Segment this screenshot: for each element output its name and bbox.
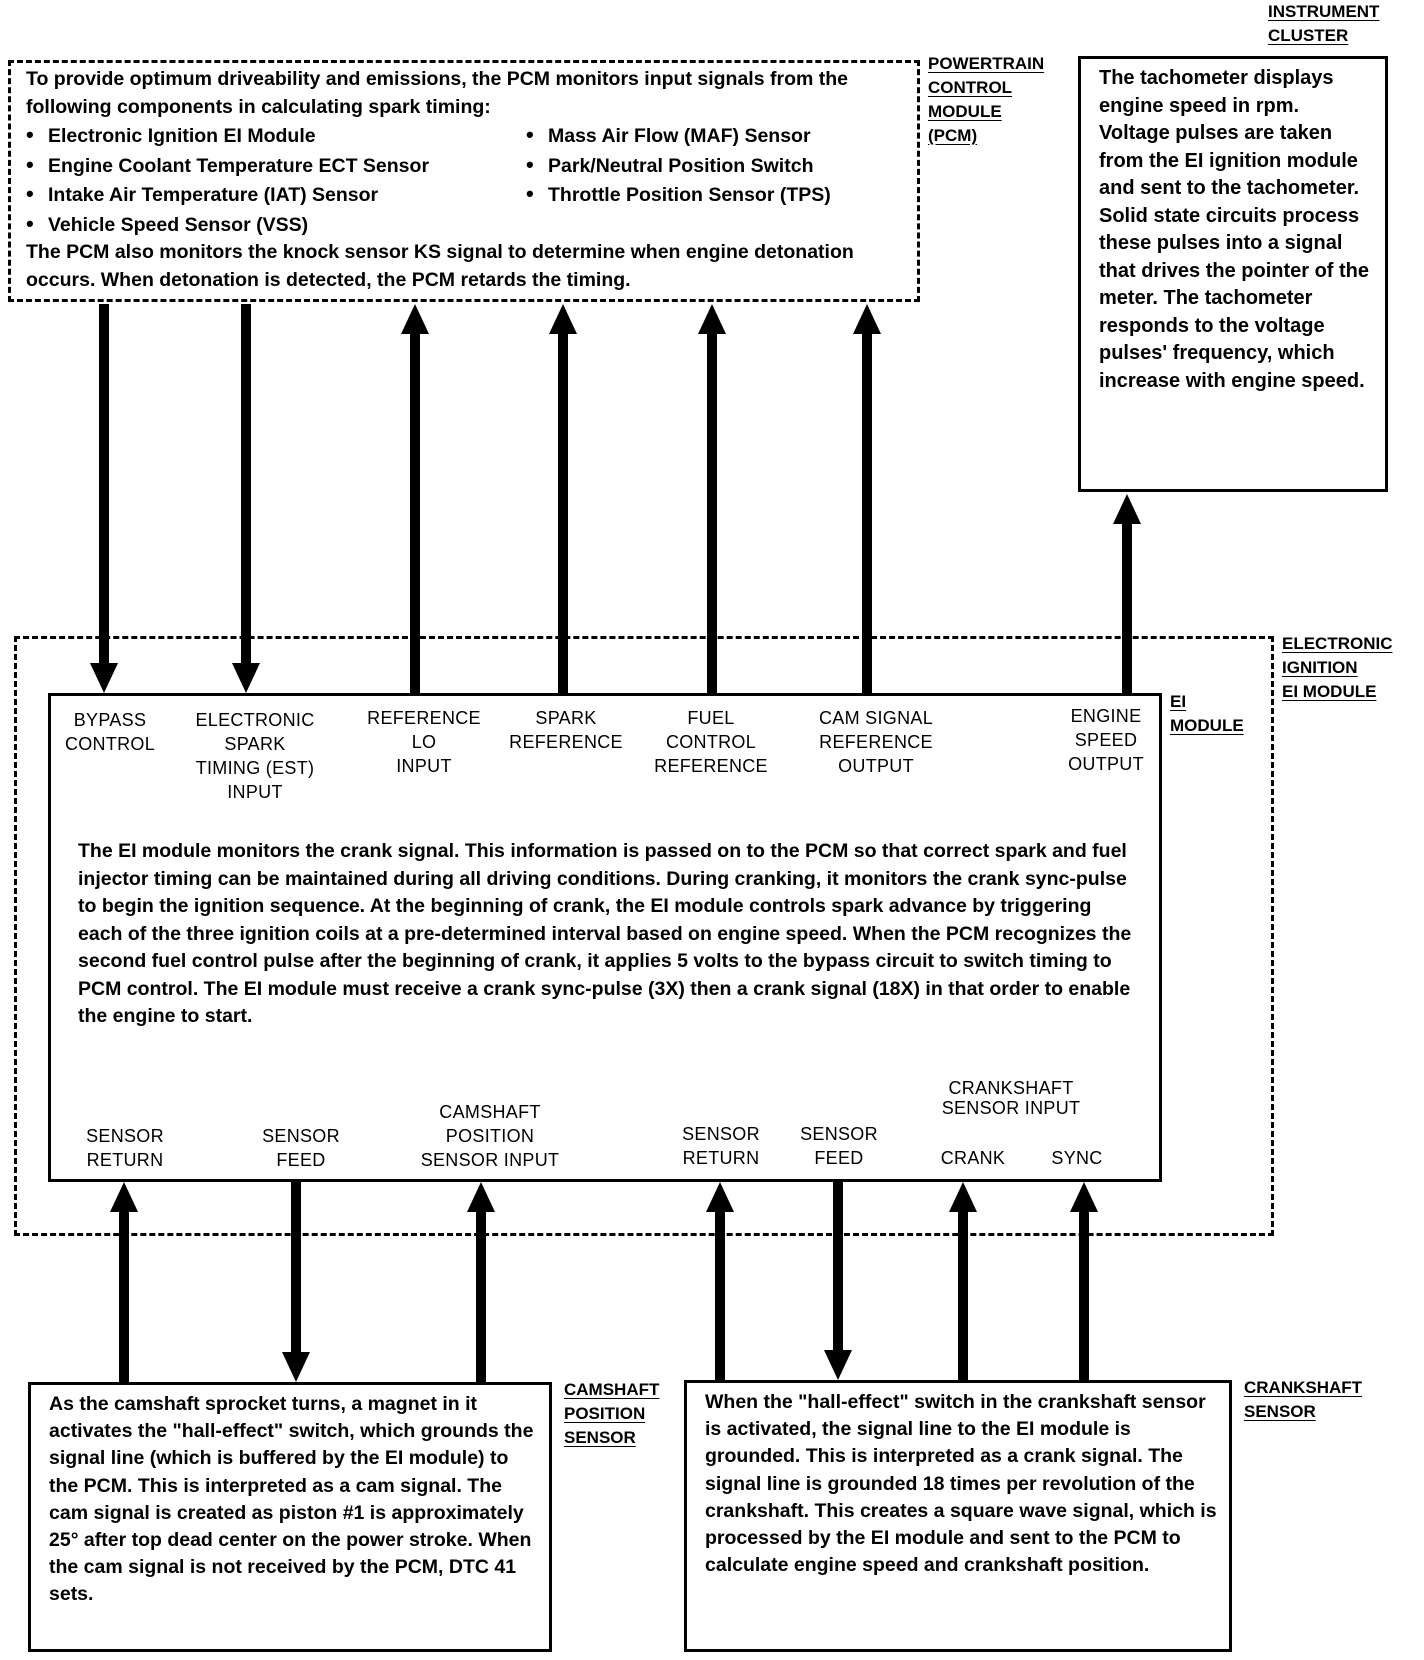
pcm-input: • Intake Air Temperature (IAT) Sensor [26, 180, 526, 210]
pcm-input: • Throttle Position Sensor (TPS) [526, 180, 886, 210]
camshaft-sensor-label: CAMSHAFT POSITION SENSOR [564, 1380, 660, 1447]
pcm-input: • Vehicle Speed Sensor (VSS) [26, 210, 526, 240]
pin-camshaft-position-sensor-input: CAMSHAFT POSITION SENSOR INPUT [420, 1102, 560, 1170]
camshaft-sensor-box [28, 1382, 552, 1652]
arrow-shaft-bypass-control [99, 304, 109, 665]
pin-fuel-control-reference: FUEL CONTROL REFERENCE [654, 708, 768, 776]
pin-spark-reference: SPARK REFERENCE [509, 708, 623, 752]
cluster-text: The tachometer displays engine speed in rpm. Voltage pulses are taken from the EI ignition module and sent to the tachometer. Solid state circuits process these pulses into a signal that drives the pointer of the meter. The tachometer responds to the voltage pulses' frequency, which increase with engine speed. [1099, 67, 1370, 392]
pcm-label: POWERTRAIN CONTROL MODULE (PCM) [928, 54, 1045, 145]
pcm-input: • Park/Neutral Position Switch [526, 151, 886, 181]
pin-crank-sensor-feed: SENSOR FEED [800, 1124, 878, 1168]
ignition-label: ELECTRONIC IGNITION EI MODULE [1282, 634, 1393, 701]
cluster-label: INSTRUMENT CLUSTER [1268, 2, 1380, 45]
pin-cam-sensor-return: SENSOR RETURN [86, 1126, 164, 1170]
arrow-head-engine-speed [1113, 494, 1141, 524]
camshaft-sensor-text: As the camshaft sprocket turns, a magnet in it activates the "hall-effect" switch, which grounds the signal line (which is buffered by the EI module) to the PCM. This is interpreted as a cam signal. The cam signal is created as piston #1 is approximately 25° after top dead center on the power stroke. When the cam signal is not received by the PCM, DTC 41 sets. [49, 1393, 534, 1606]
arrow-head-fuel-control-reference [698, 304, 726, 334]
crankshaft-sensor-box [684, 1380, 1232, 1652]
pin-cam-signal-reference-output: CAM SIGNAL REFERENCE OUTPUT [818, 708, 934, 776]
cluster-box [1078, 56, 1388, 492]
ei-module-label: EI MODULE [1170, 692, 1244, 735]
pin-sync: SYNC [1051, 1148, 1103, 1168]
pin-bypass-control: BYPASS CONTROL [64, 710, 156, 754]
pin-cam-sensor-feed: SENSOR FEED [262, 1126, 340, 1170]
pcm-knock-text: The PCM also monitors the knock sensor KS signal to determine when engine detonation occurs. When detonation is detected, the PCM retards the timing. [26, 241, 854, 291]
arrow-head-spark-reference [549, 304, 577, 334]
pin-engine-speed-output: ENGINE SPEED OUTPUT [1068, 706, 1144, 774]
pcm-input: • Electronic Ignition EI Module [26, 121, 526, 151]
crankshaft-sensor-label: CRANKSHAFT SENSOR [1244, 1378, 1363, 1421]
pin-crank: CRANK [940, 1148, 1006, 1168]
arrow-head-cam-sensor-feed [282, 1352, 310, 1382]
pcm-input: • Engine Coolant Temperature ECT Sensor [26, 151, 526, 181]
pcm-input: • Mass Air Flow (MAF) Sensor [526, 121, 886, 151]
ei-module-text: The EI module monitors the crank signal. This information is passed on to the PCM so that correct spark and fuel injector timing can be maintained during all driving conditions. During cranking, it monitors the crank sync-pulse to begin the ignition sequence. At the beginning of crank, the EI module controls spark advance by triggering each of the three ignition coils at a pre-determined interval based on engine speed. When the PCM recognizes the second fuel control pulse after the beginning of crank, it applies 5 volts to the bypass circuit to switch timing to PCM control. The EI module must receive a crank sync-pulse (3X) then a crank signal (18X) in that order to enable the engine to start. [78, 840, 1132, 1027]
arrow-head-cam-signal-reference [853, 304, 881, 334]
crankshaft-sensor-input-label: CRANKSHAFT SENSOR INPUT [941, 1078, 1081, 1118]
pcm-text [26, 66, 906, 294]
pcm-intro: To provide optimum driveability and emissions, the PCM monitors input signals from the following components in calculating spark timing: [26, 68, 848, 118]
arrow-shaft-est [241, 304, 251, 665]
arrow-head-reference-lo [401, 304, 429, 334]
pin-crank-sensor-return: SENSOR RETURN [682, 1124, 760, 1168]
arrow-head-crank-sensor-feed [824, 1350, 852, 1380]
crankshaft-sensor-text: When the "hall-effect" switch in the crankshaft sensor is activated, the signal line to the EI module is grounded. This is interpreted as a crank signal. The signal line is grounded 18 times per revolution of the crankshaft. This creates a square wave signal, which is processed by the EI module and sent to the PCM to calculate engine speed and crankshaft position. [705, 1391, 1217, 1577]
pin-est-input: ELECTRONIC SPARK TIMING (EST) INPUT [195, 710, 315, 802]
pin-reference-lo-input: REFERENCE LO INPUT [367, 708, 481, 776]
